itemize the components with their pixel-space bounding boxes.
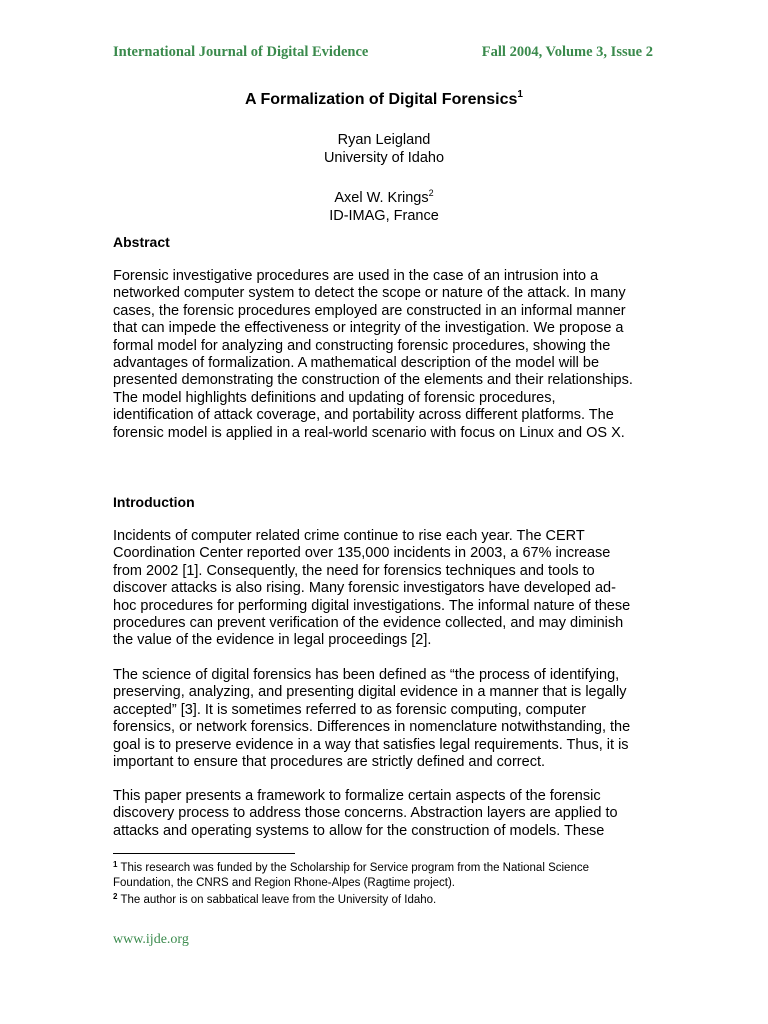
text-line: formal model for analyzing and constructing forensic procedures, showing the (113, 337, 611, 354)
text-line: hoc procedures for performing digital investigations. The informal nature of these (113, 597, 631, 614)
text-line: The model highlights definitions and updating of forensic procedures, (113, 389, 556, 406)
text-line: forensic model is applied in a real-world scenario with focus on Linux and OS X. (113, 424, 625, 441)
text-line: The science of digital forensics has been defined as “the process of identifying, (113, 667, 620, 683)
introduction-heading: Introduction (113, 494, 195, 510)
text-line: cases, the forensic procedures employed are constructed in an informal manner (113, 302, 626, 319)
text-line: that can impede the effectiveness or integrity of the investigation. We propose a (113, 320, 624, 337)
author-affiliation: ID-IMAG, France (329, 208, 439, 224)
paper-title (0, 89, 768, 109)
text-line: identification of attack coverage, and portability across different platforms. The (113, 407, 614, 424)
footnote-separator (113, 853, 295, 854)
text-line: networked computer system to detect the scope or nature of the attack. In many (113, 285, 626, 302)
text-line: discover attacks is also rising. Many forensic investigators have developed ad- (113, 580, 616, 597)
text-line: Coordination Center reported over 135,000 incidents in 2003, a 67% increase (113, 545, 611, 562)
intro-paragraph-1 (113, 528, 658, 650)
intro-paragraph-3 (113, 788, 658, 840)
author-footnote-mark: 2 (428, 188, 434, 198)
title-footnote-mark: 1 (517, 89, 523, 100)
abstract-paragraph (113, 268, 658, 442)
author-name: Axel W. Krings$^2$ (334, 188, 434, 206)
text-line: the value of the evidence in legal proceedings [2]. (113, 632, 432, 649)
footnote-1: $^1$ This research was funded by the Scholarship for Service program from the National Science (113, 860, 589, 874)
text-line: Incidents of computer related crime continue to rise each year. The CERT (113, 528, 585, 544)
author-name: Ryan Leigland (337, 132, 431, 148)
text-line: important to ensure that procedures are strictly defined and correct. (113, 754, 545, 771)
text-line: Forensic investigative procedures are used in the case of an intrusion into a (113, 268, 599, 284)
text-line: goal is to preserve evidence in a way that satisfies legal requirements. Thus, it is (113, 736, 629, 753)
text-line: advantages of formalization. A mathematical description of the model will be (113, 355, 600, 372)
paper-title-text: A Formalization of Digital Forensics (245, 91, 518, 108)
journal-name: International Journal of Digital Evidence (113, 44, 369, 60)
text-line: procedures can prevent verification of the evidence collected, and may diminish (113, 615, 624, 632)
footnotes (113, 858, 589, 908)
text-line: forensics, or network forensics. Differences in nomenclature notwithstanding, the (113, 719, 631, 736)
text-line: This paper presents a framework to formalize certain aspects of the forensic (113, 788, 601, 804)
text-line: preserving, analyzing, and presenting digital evidence in a manner that is legally (113, 684, 627, 701)
text-line: presented demonstrating the construction of the elements and their relationships. (113, 372, 633, 389)
author-affiliation: University of Idaho (323, 150, 445, 166)
footnote-2: $^2$ The author is on sabbatical leave from the University of Idaho. (113, 892, 437, 906)
text-line: discovery process to address those concerns. Abstraction layers are applied to (113, 805, 618, 822)
text-line: attacks and operating systems to allow for the construction of models. These (113, 822, 605, 839)
intro-paragraph-2 (113, 667, 658, 771)
abstract-heading: Abstract (113, 234, 170, 250)
footnote-1-continued: Foundation, the CNRS and Region Rhone-Alpes (Ragtime project). (113, 876, 455, 889)
issue-info: Fall 2004, Volume 3, Issue 2 (481, 44, 653, 60)
footer-url[interactable]: www.ijde.org (113, 932, 189, 947)
text-line: from 2002 [1]. Consequently, the need for forensics techniques and tools to (113, 562, 595, 579)
author-block (0, 126, 768, 225)
text-line: accepted” [3]. It is sometimes referred to as forensic computing, computer (113, 701, 587, 718)
running-header (113, 44, 653, 64)
